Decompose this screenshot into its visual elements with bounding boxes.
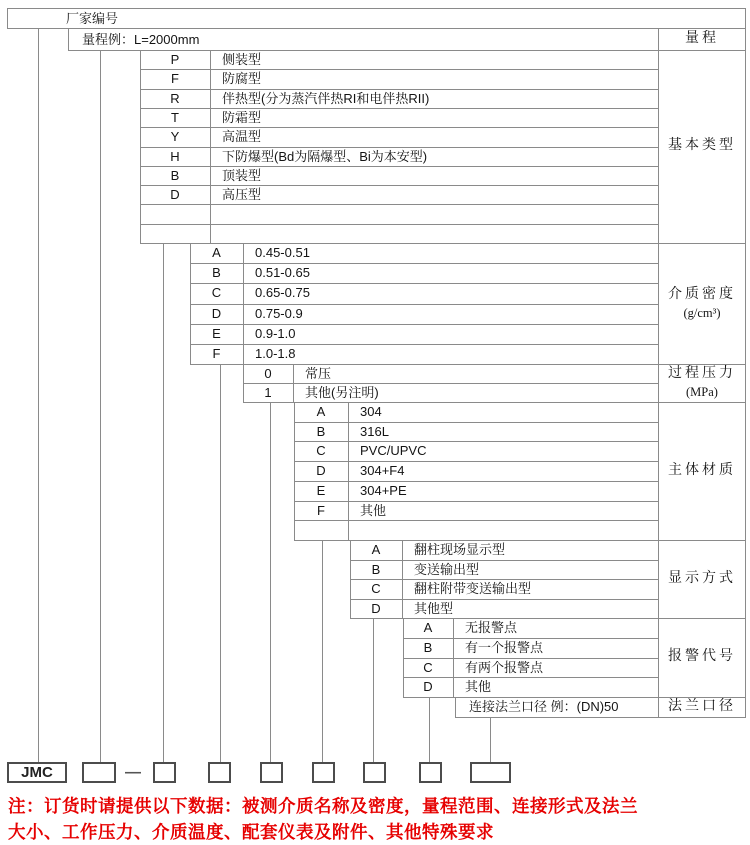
connector-display-mode bbox=[373, 618, 374, 762]
desc-cell: 304 bbox=[360, 404, 382, 419]
code-cell: R bbox=[170, 90, 180, 106]
side-label-text: 显示方式 bbox=[668, 570, 736, 586]
density-code-box bbox=[208, 762, 231, 783]
connector-medium-density bbox=[220, 364, 221, 762]
desc-cell: 304+PE bbox=[360, 482, 407, 498]
section-basic-type-row-line bbox=[140, 185, 658, 186]
code-cell: C bbox=[316, 443, 326, 459]
code-cell: E bbox=[316, 482, 326, 498]
connector-body-material bbox=[322, 540, 323, 762]
model-prefix-label: JMC bbox=[21, 764, 53, 781]
desc-cell: 变送输出型 bbox=[414, 561, 480, 577]
desc-cell: 连接法兰口径 例：(DN)50 bbox=[469, 699, 619, 714]
side-label-subtext: (MPa) bbox=[686, 385, 718, 399]
code-cell: D bbox=[211, 305, 222, 321]
side-label-subtext: (g/cm³) bbox=[683, 305, 721, 320]
section-body-material-row-line bbox=[294, 461, 658, 462]
desc-cell: 304+F4 bbox=[360, 463, 405, 479]
manufacturer-label: 厂家编号 bbox=[66, 11, 119, 26]
side-label-text: 主体材质 bbox=[668, 462, 736, 478]
side-label-body-material bbox=[658, 402, 746, 540]
section-basic-type-row-line bbox=[140, 69, 658, 70]
code-cell: A bbox=[212, 245, 221, 260]
code-cell: D bbox=[423, 679, 433, 695]
desc-cell: 其他 bbox=[465, 679, 492, 695]
desc-cell: 高压型 bbox=[222, 187, 262, 203]
code-cell: D bbox=[316, 463, 326, 479]
code-cell: T bbox=[171, 109, 179, 125]
range-code-box bbox=[82, 762, 116, 783]
connector-flange-size bbox=[490, 717, 491, 762]
section-basic-type-row-line bbox=[140, 204, 658, 205]
range-example-label: 量程例：L=2000mm bbox=[82, 32, 200, 47]
desc-cell: 翻柱现场显示型 bbox=[414, 542, 506, 557]
section-basic-type-row-line bbox=[140, 127, 658, 128]
code-cell: Y bbox=[170, 129, 180, 145]
section-basic-type-row-line bbox=[140, 166, 658, 167]
code-cell: F bbox=[171, 71, 179, 87]
code-cell: A bbox=[423, 620, 433, 635]
order-note-line-1: 注：订货时请提供以下数据：被测介质名称及密度，量程范围、连接形式及法兰 bbox=[8, 796, 638, 816]
desc-cell: 1.0-1.8 bbox=[255, 345, 296, 361]
desc-cell: 下防爆型(Bd为隔爆型、Bi为本安型) bbox=[222, 148, 428, 164]
desc-cell: 顶装型 bbox=[222, 167, 262, 183]
code-cell: 1 bbox=[264, 385, 272, 400]
side-label-medium-density bbox=[658, 243, 746, 364]
side-label-text: 过程压力 bbox=[668, 366, 736, 382]
desc-cell: 高温型 bbox=[222, 129, 262, 145]
section-body-material-row-line bbox=[294, 520, 658, 521]
side-label-flange-size bbox=[658, 697, 746, 717]
section-body-material-row-line bbox=[294, 481, 658, 482]
code-cell: 0 bbox=[264, 366, 272, 381]
side-label-text: 介质密度 bbox=[668, 286, 736, 302]
desc-cell: 0.45-0.51 bbox=[255, 245, 310, 260]
desc-cell: 0.51-0.65 bbox=[255, 265, 310, 281]
section-body-material-row-line bbox=[294, 422, 658, 423]
side-label-process-pressure bbox=[658, 364, 746, 402]
alarm-code-box bbox=[419, 762, 442, 783]
desc-cell: 侧装型 bbox=[222, 52, 262, 67]
range-side-label: 量程 bbox=[685, 31, 719, 47]
desc-cell: 有两个报警点 bbox=[465, 659, 544, 675]
code-cell: D bbox=[371, 600, 381, 616]
code-cell: F bbox=[212, 345, 221, 361]
material-code-box bbox=[312, 762, 335, 783]
side-label-display-mode bbox=[658, 540, 746, 618]
connector-range bbox=[100, 50, 101, 762]
code-cell: A bbox=[316, 404, 326, 419]
desc-cell: 其他型 bbox=[414, 600, 454, 616]
section-basic-type-row-line bbox=[140, 224, 658, 225]
code-cell: H bbox=[170, 148, 180, 164]
desc-cell: 316L bbox=[360, 423, 389, 439]
desc-cell: 0.65-0.75 bbox=[255, 285, 310, 301]
order-note-line-2: 大小、工作压力、介质温度、配套仪表及附件、其他特殊要求 bbox=[8, 822, 494, 842]
connector-alarm-code bbox=[429, 697, 430, 762]
code-cell: P bbox=[170, 52, 180, 67]
section-basic-type-row-line bbox=[140, 108, 658, 109]
code-cell: F bbox=[317, 502, 325, 518]
pressure-code-box bbox=[260, 762, 283, 783]
side-label-alarm-code bbox=[658, 618, 746, 697]
code-cell: C bbox=[371, 581, 381, 596]
connector-manufacturer bbox=[38, 28, 39, 762]
code-cell: B bbox=[423, 639, 433, 655]
basic-type-code-box bbox=[153, 762, 176, 783]
code-cell: B bbox=[212, 265, 221, 281]
code-cell: C bbox=[211, 285, 222, 301]
desc-cell: 翻柱附带变送输出型 bbox=[414, 581, 532, 596]
connector-basic-type bbox=[163, 243, 164, 762]
code-cell: A bbox=[371, 542, 381, 557]
desc-cell: 伴热型(分为蒸汽伴热RI和电伴热RII) bbox=[222, 90, 430, 106]
display-code-box bbox=[363, 762, 386, 783]
desc-cell: 防霜型 bbox=[222, 109, 262, 125]
section-body-material-row-line bbox=[294, 501, 658, 502]
desc-cell: 0.9-1.0 bbox=[255, 325, 296, 341]
side-label-text: 法兰口径 bbox=[668, 698, 736, 714]
connector-process-pressure bbox=[270, 402, 271, 762]
code-cell: D bbox=[170, 187, 180, 203]
flange-code-box bbox=[470, 762, 511, 783]
code-cell: E bbox=[212, 325, 221, 341]
side-label-text: 基本类型 bbox=[668, 138, 736, 154]
side-label-basic-type bbox=[658, 50, 746, 243]
model-prefix-box bbox=[7, 762, 67, 783]
code-cell: C bbox=[423, 659, 433, 675]
code-cell: B bbox=[316, 423, 326, 439]
section-body-material-row-line bbox=[294, 441, 658, 442]
desc-cell: 防腐型 bbox=[222, 71, 262, 87]
desc-cell: 常压 bbox=[305, 366, 332, 381]
code-cell: B bbox=[170, 167, 180, 183]
desc-cell: 有一个报警点 bbox=[465, 639, 544, 655]
desc-cell: 其他(另注明) bbox=[305, 385, 379, 400]
side-label-text: 报警代号 bbox=[668, 649, 736, 665]
desc-cell: 其他 bbox=[360, 502, 387, 518]
desc-cell: PVC/UPVC bbox=[360, 443, 427, 459]
desc-cell: 0.75-0.9 bbox=[255, 305, 303, 321]
code-cell: B bbox=[371, 561, 381, 577]
desc-cell: 无报警点 bbox=[465, 620, 518, 635]
separator-dash: — bbox=[125, 763, 141, 781]
